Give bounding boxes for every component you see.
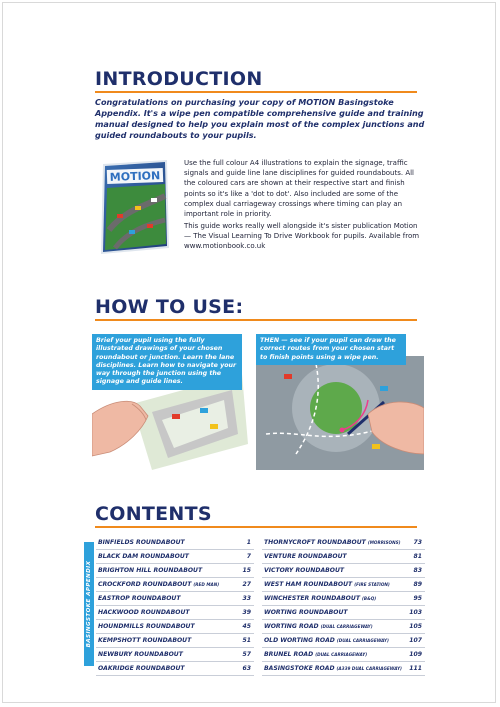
entry-title: BRIGHTON HILL ROUNDABOUT bbox=[98, 567, 203, 574]
contents-entry[interactable] bbox=[262, 662, 425, 676]
side-tab bbox=[84, 542, 94, 666]
intro-rule bbox=[95, 91, 417, 93]
entry-page-number: 103 bbox=[409, 609, 422, 616]
entry-page-number: 39 bbox=[242, 609, 251, 616]
contents-entry[interactable] bbox=[96, 564, 254, 578]
entry-title: HOUNDMILLS ROUNDABOUT bbox=[98, 623, 195, 630]
entry-subtitle: (RED MAN) bbox=[193, 582, 220, 587]
entry-title: BINFIELDS ROUNDABOUT bbox=[98, 539, 185, 546]
contents-entry[interactable] bbox=[262, 620, 425, 634]
entry-subtitle: (DUAL CARRIAGEWAY) bbox=[336, 638, 389, 643]
entry-page-number: 7 bbox=[246, 553, 251, 560]
entry-page-number: 83 bbox=[413, 567, 422, 574]
intro-paragraph-2: This guide works really well alongside it's sister publication Motion — The Visual Learning To Drive Workbook for pupils. Available from www.motionbook.co.uk bbox=[184, 222, 420, 251]
contents-entry[interactable] bbox=[96, 606, 254, 620]
contents-entry[interactable] bbox=[262, 648, 425, 662]
contents-right-column bbox=[262, 536, 425, 676]
entry-title: THORNYCROFT ROUNDABOUT bbox=[264, 539, 366, 546]
contents-entry[interactable] bbox=[96, 550, 254, 564]
contents-entry[interactable] bbox=[96, 662, 254, 676]
contents-title: CONTENTS bbox=[95, 503, 212, 525]
contents-entry[interactable] bbox=[262, 564, 425, 578]
entry-page-number: 33 bbox=[242, 595, 251, 602]
howto-left-panel bbox=[92, 334, 248, 470]
entry-title: BASINGSTOKE ROAD bbox=[264, 665, 335, 672]
entry-title: OLD WORTING ROAD bbox=[264, 637, 335, 644]
entry-subtitle: (FIRE STATION) bbox=[354, 582, 390, 587]
contents-entry[interactable] bbox=[96, 648, 254, 662]
contents-left-column bbox=[96, 536, 254, 676]
contents-entry[interactable] bbox=[262, 606, 425, 620]
howto-right-caption: THEN — see if your pupil can draw the correct routes from your chosen start to finish points using a wipe pen. bbox=[256, 334, 406, 365]
entry-title: BLACK DAM ROUNDABOUT bbox=[98, 553, 189, 560]
intro-title: INTRODUCTION bbox=[95, 68, 263, 90]
entry-subtitle: (B&Q) bbox=[361, 596, 377, 601]
entry-page-number: 109 bbox=[409, 651, 422, 658]
entry-title: EASTROP ROUNDABOUT bbox=[98, 595, 181, 602]
entry-page-number: 105 bbox=[409, 623, 422, 630]
entry-page-number: 1 bbox=[246, 539, 251, 546]
entry-page-number: 45 bbox=[242, 623, 251, 630]
book-logo-text: MOTION bbox=[109, 169, 161, 184]
entry-page-number: 63 bbox=[242, 665, 251, 672]
entry-page-number: 111 bbox=[409, 665, 422, 672]
entry-title: WORTING ROAD bbox=[264, 623, 319, 630]
contents-rule bbox=[95, 526, 417, 528]
entry-title: VENTURE ROUNDABOUT bbox=[264, 553, 347, 560]
entry-title: WINCHESTER ROUNDABOUT bbox=[264, 595, 360, 602]
entry-title: WEST HAM ROUNDABOUT bbox=[264, 581, 353, 588]
entry-page-number: 15 bbox=[242, 567, 251, 574]
entry-page-number: 27 bbox=[242, 581, 251, 588]
entry-title: OAKRIDGE ROUNDABOUT bbox=[98, 665, 185, 672]
contents-entry[interactable] bbox=[262, 634, 425, 648]
intro-paragraph-1: Use the full colour A4 illustrations to explain the signage, traffic signals and guide line lane disciplines for guided roundabouts. All the coloured cars are shown at their respective start and finish points so it's like a 'dot to dot'. Also included are some of the complex dual carriageway crossings where timing can play an important role in priority. bbox=[184, 159, 414, 219]
entry-title: CROCKFORD ROUNDABOUT bbox=[98, 581, 192, 588]
entry-subtitle: (MORRISONS) bbox=[367, 540, 401, 545]
contents-entry[interactable] bbox=[96, 620, 254, 634]
entry-page-number: 73 bbox=[413, 539, 422, 546]
contents-entry[interactable] bbox=[96, 634, 254, 648]
howto-title: HOW TO USE: bbox=[95, 296, 244, 318]
entry-title: NEWBURY ROUNDABOUT bbox=[98, 651, 183, 658]
entry-page-number: 95 bbox=[413, 595, 422, 602]
contents-entry[interactable] bbox=[96, 536, 254, 550]
entry-page-number: 89 bbox=[413, 581, 422, 588]
contents-entry[interactable] bbox=[96, 592, 254, 606]
motion-book-cover-image bbox=[95, 160, 171, 255]
contents-entry[interactable] bbox=[262, 592, 425, 606]
entry-page-number: 51 bbox=[242, 637, 251, 644]
entry-title: BRUNEL ROAD bbox=[264, 651, 314, 658]
entry-subtitle: (DUAL CARRIAGEWAY) bbox=[320, 624, 373, 629]
contents-entry[interactable] bbox=[96, 578, 254, 592]
intro-lead: Congratulations on purchasing your copy of MOTION Basingstoke Appendix. It's a wipe pen compatible comprehensive guide and training manual designed to help you explain most of the complex junctions and guided roundabouts to your pupils. bbox=[95, 97, 425, 140]
side-tab-label: BASINGSTOKE APPENDIX bbox=[86, 560, 92, 648]
entry-page-number: 57 bbox=[242, 651, 251, 658]
contents-entry[interactable] bbox=[262, 536, 425, 550]
entry-title: VICTORY ROUNDABOUT bbox=[264, 567, 345, 574]
howto-right-panel bbox=[256, 334, 424, 470]
contents-table bbox=[80, 536, 425, 672]
contents-entry[interactable] bbox=[262, 578, 425, 592]
entry-title: WORTING ROUNDABOUT bbox=[264, 609, 348, 616]
howto-rule bbox=[95, 319, 417, 321]
entry-subtitle: (A339 DUAL CARRIAGEWAY) bbox=[336, 666, 402, 671]
entry-title: HACKWOOD ROUNDABOUT bbox=[98, 609, 190, 616]
entry-subtitle: (DUAL CARRIAGEWAY) bbox=[315, 652, 368, 657]
howto-left-caption: Brief your pupil using the fully illustrated drawings of your chosen roundabout or junction. Learn the lane disciplines. Learn how to navigate your way through the junction using the signage and guide lines. bbox=[92, 334, 242, 390]
entry-page-number: 107 bbox=[409, 637, 422, 644]
entry-title: KEMPSHOTT ROUNDABOUT bbox=[98, 637, 192, 644]
entry-page-number: 81 bbox=[413, 553, 422, 560]
contents-entry[interactable] bbox=[262, 550, 425, 564]
